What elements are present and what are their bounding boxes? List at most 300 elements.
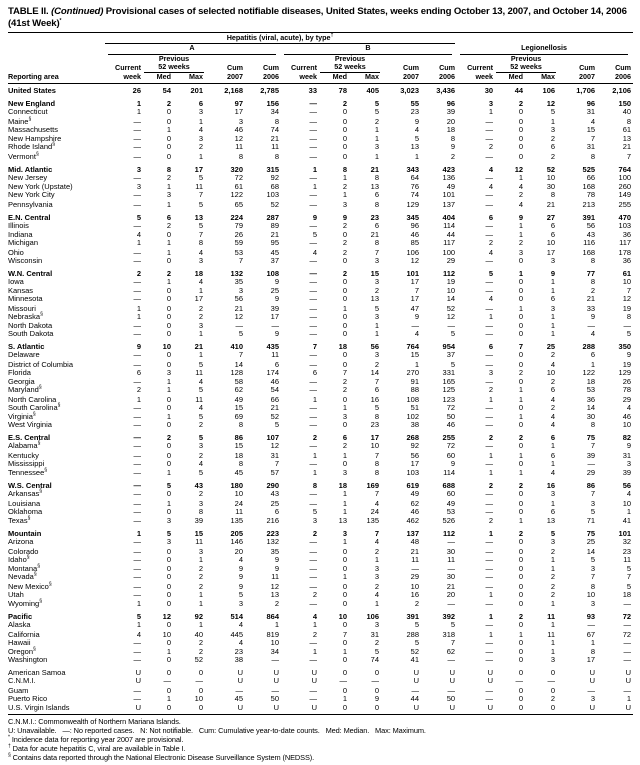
cell: 165 bbox=[442, 377, 456, 387]
cell: 61 bbox=[622, 124, 632, 134]
cell: 0 bbox=[518, 124, 524, 134]
cell: 1 bbox=[198, 350, 203, 360]
cell: 2 bbox=[374, 546, 379, 556]
cell: — bbox=[485, 647, 494, 657]
cell: 24 bbox=[370, 506, 379, 516]
cell: 101 bbox=[442, 190, 456, 200]
cell: 3 bbox=[550, 655, 556, 665]
cell: 8 bbox=[374, 172, 379, 182]
cell: — bbox=[485, 620, 494, 630]
cell: 11 bbox=[547, 612, 556, 622]
cell: 47 bbox=[410, 303, 419, 313]
cell: 1,706 bbox=[576, 86, 596, 96]
col-week: week bbox=[457, 73, 495, 84]
cell: 1 bbox=[198, 286, 203, 296]
cell: 1 bbox=[550, 554, 556, 564]
cell: 129 bbox=[618, 367, 632, 377]
cell: — bbox=[623, 647, 632, 657]
cell: 56 bbox=[370, 342, 379, 352]
cell: 18 bbox=[446, 124, 456, 134]
cell: — bbox=[587, 458, 596, 468]
cell: 0 bbox=[518, 620, 524, 630]
cell: — bbox=[235, 685, 243, 695]
cell: 5 bbox=[414, 620, 419, 630]
cell: 391 bbox=[406, 612, 419, 622]
cell: — bbox=[485, 230, 494, 240]
previous-label: Previous bbox=[334, 53, 366, 63]
cell: 0 bbox=[342, 668, 347, 678]
cell: — bbox=[485, 564, 494, 574]
cell: 13 bbox=[338, 516, 347, 526]
cell: 0 bbox=[166, 151, 171, 161]
cell: 10 bbox=[338, 612, 347, 622]
table-row bbox=[8, 421, 633, 429]
col-max: Max bbox=[525, 73, 557, 84]
cell: 1 bbox=[312, 182, 317, 192]
cell: U bbox=[273, 668, 279, 678]
cell: 3 bbox=[550, 303, 556, 313]
footnote: U: Unavailable. —: No reported cases. N: Not notifiable. Cum: Cumulative year-to-date counts. Med: Median. Max: Maximum. bbox=[8, 726, 426, 736]
cell: 525 bbox=[582, 164, 596, 174]
cell: 11 bbox=[271, 572, 279, 582]
cell: 12 bbox=[446, 311, 456, 321]
row-label: Mississippi bbox=[8, 458, 45, 468]
cell: 6 bbox=[274, 506, 279, 516]
cell: 1 bbox=[166, 182, 171, 192]
cell: 62 bbox=[446, 647, 456, 657]
cell: 7 bbox=[590, 441, 596, 451]
cell: 0 bbox=[166, 685, 171, 695]
cell: — bbox=[309, 377, 317, 387]
cell: — bbox=[587, 620, 596, 630]
cell: 9 bbox=[238, 581, 243, 591]
cell: — bbox=[133, 199, 141, 209]
cell: 0 bbox=[518, 537, 524, 547]
cell: 7 bbox=[450, 637, 456, 647]
cell: 4 bbox=[198, 276, 203, 286]
cell: 1 bbox=[550, 458, 556, 468]
cell: 2,168 bbox=[224, 86, 243, 96]
cell: 59 bbox=[234, 238, 243, 248]
table-row bbox=[8, 477, 633, 490]
cell: 72 bbox=[622, 612, 632, 622]
table-row bbox=[8, 546, 633, 556]
table-row bbox=[8, 508, 633, 516]
cell: 117 bbox=[619, 238, 632, 248]
cell: — bbox=[309, 458, 317, 468]
cell: 3 bbox=[198, 546, 203, 556]
cell: 5 bbox=[450, 329, 456, 339]
cell: 2 bbox=[488, 516, 494, 526]
row-label: New Mexico§ bbox=[8, 581, 52, 591]
cell: — bbox=[309, 693, 317, 703]
cell: 1 bbox=[136, 599, 141, 609]
cell: 2 bbox=[450, 151, 456, 161]
cell: 4 bbox=[414, 329, 419, 339]
cell: 3,023 bbox=[400, 86, 419, 96]
cell: — bbox=[309, 255, 317, 265]
cell: 3 bbox=[166, 516, 171, 526]
cell: 56 bbox=[234, 294, 243, 304]
cell: — bbox=[163, 676, 171, 686]
cell: 6 bbox=[550, 294, 556, 304]
cell: — bbox=[133, 350, 141, 360]
cell: 6 bbox=[374, 220, 379, 230]
cell: — bbox=[133, 247, 141, 257]
cell: 61 bbox=[622, 268, 632, 278]
cell: — bbox=[133, 450, 141, 460]
cell: — bbox=[271, 685, 279, 695]
cell: 1 bbox=[312, 164, 317, 174]
table-row bbox=[8, 174, 633, 182]
cell: — bbox=[133, 329, 141, 339]
cell: — bbox=[485, 172, 494, 182]
cell: 9 bbox=[550, 268, 556, 278]
cell: 0 bbox=[342, 134, 347, 144]
cell: 1 bbox=[198, 116, 203, 126]
cell: 146 bbox=[230, 537, 243, 547]
cell: 0 bbox=[342, 107, 347, 117]
row-label: American Samoa bbox=[8, 668, 66, 678]
cell: 0 bbox=[342, 637, 347, 647]
cell: 1 bbox=[518, 230, 524, 240]
table-row bbox=[8, 359, 633, 369]
cell: 103 bbox=[266, 190, 279, 200]
cell: — bbox=[485, 276, 494, 286]
cell: — bbox=[133, 124, 141, 134]
cell: 268 bbox=[406, 433, 419, 443]
cell: 107 bbox=[266, 433, 279, 443]
cell: 3 bbox=[342, 529, 347, 539]
col-week: week bbox=[281, 73, 319, 84]
cell: 72 bbox=[622, 629, 632, 639]
cell: 1 bbox=[374, 151, 379, 161]
cell: 2 bbox=[550, 572, 556, 582]
cell: 3 bbox=[550, 537, 556, 547]
cell: 56 bbox=[410, 450, 419, 460]
cell: 97 bbox=[234, 99, 243, 109]
cell: 5 bbox=[198, 199, 203, 209]
cell: 5 bbox=[488, 268, 494, 278]
cell: — bbox=[485, 637, 494, 647]
cell: 13 bbox=[410, 142, 419, 152]
cell: 11 bbox=[235, 142, 243, 152]
cell: 5 bbox=[274, 420, 279, 430]
cell: 25 bbox=[270, 498, 279, 508]
cell: 101 bbox=[406, 268, 419, 278]
cell: 1 bbox=[198, 554, 203, 564]
cell: 2 bbox=[550, 402, 556, 412]
cell: — bbox=[309, 268, 317, 278]
cell: 1 bbox=[488, 450, 494, 460]
cell: U bbox=[487, 703, 494, 713]
cell: 224 bbox=[230, 212, 243, 222]
cell: 1 bbox=[374, 124, 379, 134]
cell: 2 bbox=[550, 589, 556, 599]
cell: 17 bbox=[410, 294, 419, 304]
cell: 1 bbox=[274, 620, 279, 630]
cell: 1 bbox=[342, 450, 347, 460]
row-label: Pacific bbox=[8, 612, 33, 622]
cell: 0 bbox=[166, 311, 171, 321]
cell: 35 bbox=[270, 546, 279, 556]
cell: 20 bbox=[446, 116, 456, 126]
hepatitis-group-header: Hepatitis (viral, acute), by type† bbox=[105, 34, 455, 45]
cell: 24 bbox=[234, 498, 243, 508]
table-row bbox=[8, 286, 633, 296]
cell: — bbox=[485, 359, 494, 369]
cell: 5 bbox=[374, 647, 379, 657]
cell: 1 bbox=[374, 321, 379, 331]
cell: 423 bbox=[442, 164, 456, 174]
cell: 10 bbox=[546, 238, 556, 248]
cell: 0 bbox=[342, 276, 347, 286]
cell: 9 bbox=[274, 329, 279, 339]
group-header-hepatitis-b: B bbox=[284, 44, 452, 55]
cell: — bbox=[309, 276, 317, 286]
cell: 33 bbox=[308, 86, 317, 96]
cell: 3 bbox=[550, 124, 556, 134]
cell: 0 bbox=[342, 294, 347, 304]
cell: 29 bbox=[410, 572, 419, 582]
cell: 13 bbox=[370, 294, 379, 304]
cell: 1 bbox=[198, 599, 203, 609]
cell: 0 bbox=[518, 693, 524, 703]
cell: 43 bbox=[586, 230, 596, 240]
col-52weeks: 52 weeks bbox=[320, 63, 380, 73]
group-header-legionellosis: Legionellosis bbox=[460, 44, 628, 55]
row-label: Mid. Atlantic bbox=[8, 164, 53, 174]
cell: 9 bbox=[274, 276, 279, 286]
footnote: § Contains data reported through the National Electronic Disease Surveillance System (NEDSS). bbox=[8, 753, 315, 763]
cell: 9 bbox=[626, 441, 632, 451]
cell: 0 bbox=[518, 350, 524, 360]
cell: 1 bbox=[342, 402, 347, 412]
cell: 13 bbox=[194, 212, 203, 222]
cell: 14 bbox=[446, 294, 456, 304]
cell: U bbox=[487, 668, 494, 678]
cell: 9 bbox=[414, 116, 419, 126]
cell: 10 bbox=[234, 489, 243, 499]
cell: 17 bbox=[410, 458, 419, 468]
cell: 1 bbox=[166, 377, 171, 387]
cell: 8 bbox=[590, 151, 596, 161]
table-row bbox=[8, 404, 633, 412]
cell: 6 bbox=[590, 350, 596, 360]
cell: 2 bbox=[374, 116, 379, 126]
cell: 125 bbox=[442, 385, 456, 395]
cell: 392 bbox=[442, 612, 456, 622]
cell: 7 bbox=[374, 247, 379, 257]
cell: 78 bbox=[622, 385, 632, 395]
table-row bbox=[8, 295, 633, 303]
cell: 10 bbox=[622, 420, 632, 430]
cell: 11 bbox=[195, 367, 203, 377]
cell: U bbox=[273, 703, 279, 713]
table-row bbox=[8, 199, 633, 209]
cell: 108 bbox=[266, 268, 279, 278]
col-max: Max bbox=[173, 73, 205, 84]
cell: 1 bbox=[136, 311, 141, 321]
cell: 288 bbox=[406, 629, 419, 639]
cell: 864 bbox=[266, 612, 279, 622]
cell: 2 bbox=[342, 220, 347, 230]
cell: 4 bbox=[488, 247, 494, 257]
cell: 9 bbox=[312, 212, 317, 222]
cell: 470 bbox=[618, 212, 632, 222]
cell: 112 bbox=[442, 268, 456, 278]
cell: 0 bbox=[342, 350, 347, 360]
cell: 1 bbox=[518, 412, 524, 422]
cell: — bbox=[309, 489, 317, 499]
cell: 0 bbox=[342, 116, 347, 126]
cell: 2 bbox=[312, 629, 317, 639]
cell: 10 bbox=[622, 498, 632, 508]
cell: 74 bbox=[410, 190, 419, 200]
cell: — bbox=[309, 498, 317, 508]
cell: 21 bbox=[446, 581, 456, 591]
cell: 1 bbox=[518, 303, 524, 313]
cell: 34 bbox=[270, 647, 279, 657]
cell: — bbox=[133, 142, 141, 152]
cell: — bbox=[195, 676, 203, 686]
cell: 11 bbox=[271, 142, 279, 152]
cell: — bbox=[309, 554, 317, 564]
cell: 48 bbox=[410, 537, 419, 547]
cell: 17 bbox=[410, 276, 419, 286]
row-label: Hawaii bbox=[8, 637, 31, 647]
cell: 135 bbox=[230, 516, 243, 526]
table-row bbox=[8, 161, 633, 174]
cell: 1 bbox=[518, 172, 524, 182]
cell: 3 bbox=[198, 255, 203, 265]
cell: 135 bbox=[366, 516, 379, 526]
cell: 96 bbox=[586, 99, 596, 109]
cell: 26 bbox=[234, 230, 243, 240]
cell: 0 bbox=[166, 581, 171, 591]
col-cum: Cum bbox=[615, 63, 632, 73]
cell: 76 bbox=[410, 182, 419, 192]
cell: 8 bbox=[238, 151, 243, 161]
cell: 3 bbox=[374, 572, 379, 582]
cell: — bbox=[447, 537, 456, 547]
table-row bbox=[8, 647, 633, 657]
cell: U bbox=[311, 676, 317, 686]
cell: 18 bbox=[338, 481, 347, 491]
cell: 3 bbox=[374, 620, 379, 630]
table-row bbox=[8, 303, 633, 313]
cell: — bbox=[485, 685, 494, 695]
cell: U bbox=[413, 676, 419, 686]
cell: 2 bbox=[166, 433, 171, 443]
cell: 1 bbox=[626, 506, 632, 516]
cell: 0 bbox=[342, 142, 347, 152]
cell: 2 bbox=[488, 385, 494, 395]
cell: 1 bbox=[488, 107, 494, 117]
row-label: E.S. Central bbox=[8, 433, 51, 443]
cell: 2 bbox=[312, 589, 317, 599]
cell: 1 bbox=[550, 329, 556, 339]
cell: — bbox=[309, 199, 317, 209]
cell: 106 bbox=[366, 612, 379, 622]
cell: 2 bbox=[198, 142, 203, 152]
table-row bbox=[8, 429, 633, 442]
cell: 0 bbox=[198, 668, 203, 678]
cell: 2 bbox=[198, 420, 203, 430]
cell: 6 bbox=[488, 342, 494, 352]
cell: 17 bbox=[586, 655, 596, 665]
table-row bbox=[8, 222, 633, 230]
cell: 132 bbox=[266, 537, 279, 547]
cell: 88 bbox=[410, 385, 419, 395]
cell: 8 bbox=[166, 164, 171, 174]
col-med: Med bbox=[143, 73, 173, 84]
cell: — bbox=[133, 468, 141, 478]
cell: U bbox=[135, 676, 141, 686]
row-label: District of Columbia bbox=[8, 359, 74, 369]
cell: 7 bbox=[342, 629, 347, 639]
row-label: Kentucky bbox=[8, 450, 39, 460]
cell: 0 bbox=[342, 685, 347, 695]
cell: — bbox=[133, 589, 141, 599]
cell: 41 bbox=[622, 516, 632, 526]
cell: — bbox=[133, 420, 141, 430]
cell: 2 bbox=[198, 647, 203, 657]
cell: 5 bbox=[166, 529, 171, 539]
cell: — bbox=[133, 685, 141, 695]
cell: 15 bbox=[234, 441, 243, 451]
cell: 4 bbox=[626, 489, 632, 499]
cell: 44 bbox=[410, 693, 419, 703]
cell: 216 bbox=[266, 516, 279, 526]
cell: 0 bbox=[166, 420, 171, 430]
cell: 10 bbox=[622, 276, 632, 286]
cell: 74 bbox=[270, 124, 279, 134]
cell: 6 bbox=[166, 212, 171, 222]
cell: — bbox=[485, 124, 494, 134]
cell: 8 bbox=[374, 412, 379, 422]
cell: 5 bbox=[626, 564, 632, 574]
cell: 2 bbox=[312, 433, 317, 443]
cell: 14 bbox=[586, 546, 596, 556]
cell: 57 bbox=[270, 468, 279, 478]
cell: 7 bbox=[274, 458, 279, 468]
cell: 108 bbox=[406, 394, 419, 404]
table-row bbox=[8, 134, 633, 144]
cell: 100 bbox=[618, 172, 632, 182]
cell: 14 bbox=[370, 367, 379, 377]
cell: 15 bbox=[370, 268, 379, 278]
cell: 21 bbox=[270, 134, 279, 144]
table-row bbox=[8, 377, 633, 387]
cell: 5 bbox=[198, 220, 203, 230]
col-med: Med bbox=[495, 73, 525, 84]
cell: 38 bbox=[410, 420, 419, 430]
cell: — bbox=[485, 134, 494, 144]
cell: 20 bbox=[446, 589, 456, 599]
cell: 1 bbox=[374, 134, 379, 144]
cell: 0 bbox=[166, 599, 171, 609]
cell: — bbox=[309, 581, 317, 591]
cell: 1 bbox=[374, 599, 379, 609]
cell: 1 bbox=[550, 498, 556, 508]
cell: — bbox=[485, 572, 494, 582]
cell: 255 bbox=[442, 433, 456, 443]
cell: 0 bbox=[166, 450, 171, 460]
cell: 114 bbox=[443, 220, 456, 230]
cell: 40 bbox=[194, 629, 203, 639]
cell: 9 bbox=[518, 212, 524, 222]
